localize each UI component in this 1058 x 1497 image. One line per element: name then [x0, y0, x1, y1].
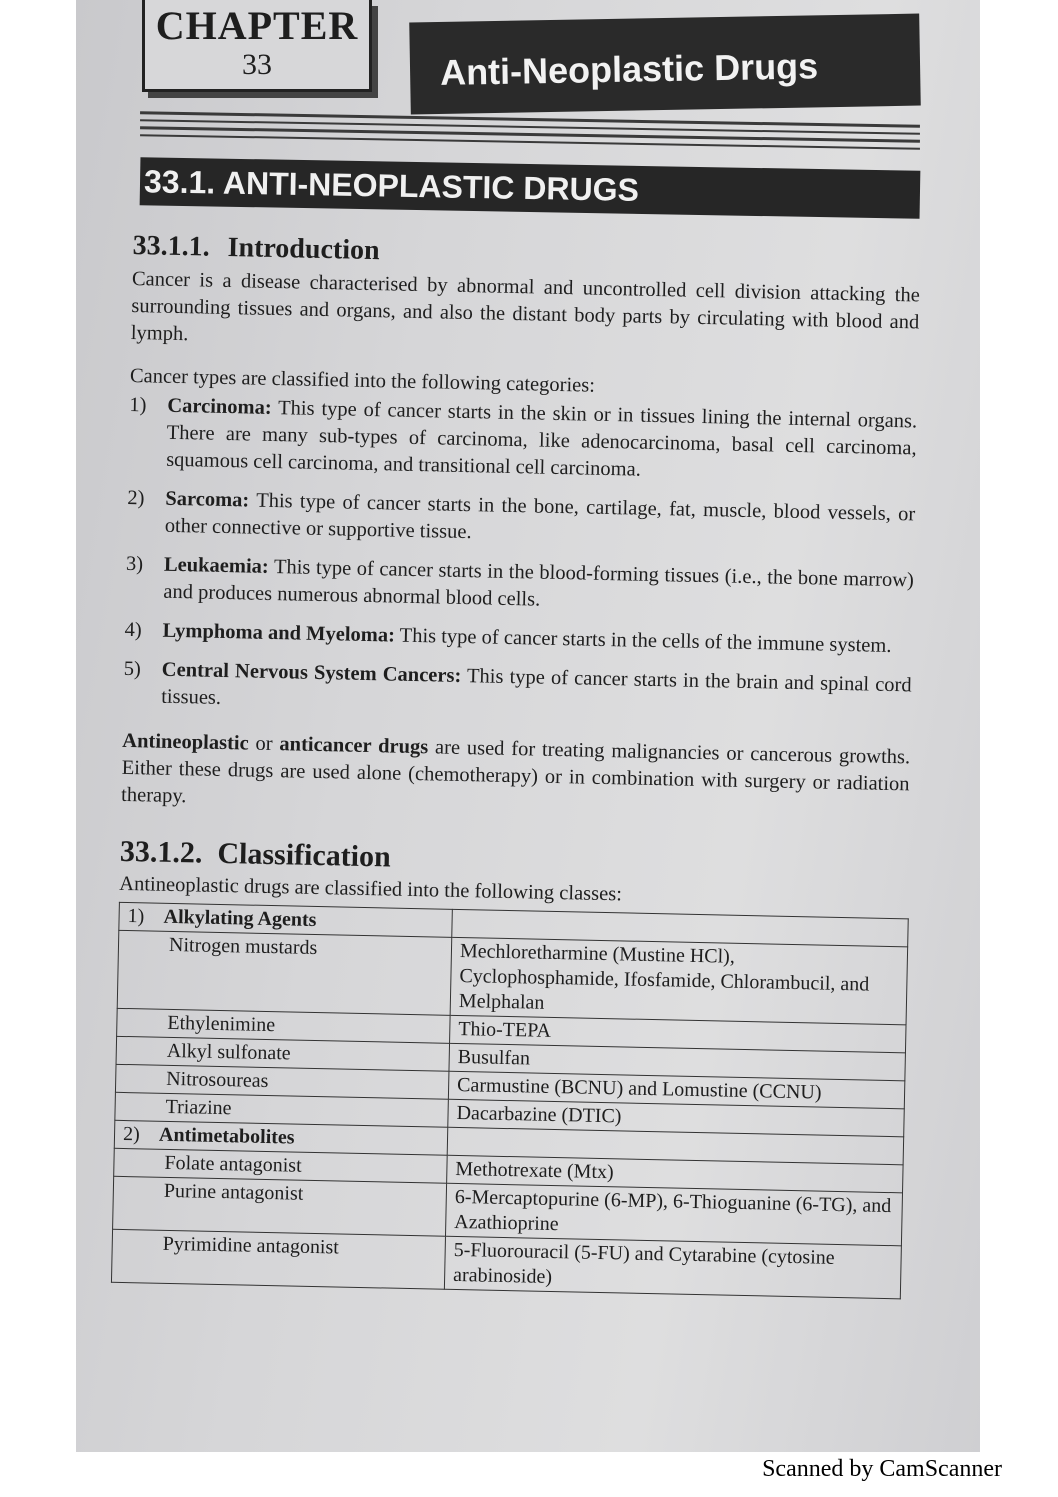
scanned-page: [76, 0, 980, 1452]
subclass-cell: Purine antagonist: [113, 1176, 447, 1236]
term-antineoplastic: Antineoplastic: [122, 729, 249, 755]
subclass-cell: Pyrimidine antagonist: [111, 1229, 445, 1289]
drugs-cell: Mechloretharmine (Mustine HCl), Cyclophosphamide, Ifosfamide, Chlorambucil, and Melphalan: [450, 937, 908, 1025]
closing-rest: are used for treating malignancies or cancerous growths. Either these drugs are used alone (chemotherapy) or in combination with surgery or radiation therapy.: [120, 736, 911, 808]
divider-rule: [140, 134, 920, 150]
scanner-watermark: Scanned by CamScanner: [762, 1456, 1002, 1482]
list-text: This type of cancer starts in the brain and spinal cord tissues.: [161, 664, 912, 709]
subclass-cell: Ethylenimine: [117, 1008, 451, 1043]
list-text: This type of cancer starts in the skin or in tissues lining the internal organs. There are many sub-types of carcinoma, like adenocarcinoma, basal cell carcinoma, squamous cell carcinoma, and transitional cell carcinoma.: [165, 396, 918, 481]
section-heading: 33.1. ANTI-NEOPLASTIC DRUGS: [140, 157, 921, 219]
drugs-cell: 6-Mercaptopurine (6-MP), 6-Thioguanine (6-TG), and Azathioprine: [445, 1183, 902, 1246]
list-term: Sarcoma:: [165, 487, 250, 512]
drugs-cell: Busulfan: [449, 1043, 905, 1081]
list-item: [127, 485, 916, 555]
subclass-cell: Nitrogen mustards: [117, 930, 452, 1015]
list-term: Carcinoma:: [167, 394, 272, 419]
drugs-cell: Methotrexate (Mtx): [447, 1155, 903, 1193]
list-term: Leukaemia:: [163, 553, 269, 578]
chapter-box: [142, 0, 372, 92]
list-index: 2): [127, 486, 145, 510]
classification-title: Classification: [217, 836, 392, 874]
classification-table: [111, 902, 909, 1299]
chapter-label: CHAPTER: [155, 3, 359, 48]
category-name: Antimetabolites: [158, 1123, 295, 1149]
subclass-cell: Triazine: [115, 1092, 449, 1127]
list-text: This type of cancer starts in the cells of the immune system.: [394, 624, 892, 657]
list-item: [128, 392, 918, 489]
closing-paragraph: [121, 728, 911, 825]
intro-paragraph: Cancer is a disease characterised by abnormal and uncontrolled cell division attacking the surrounding tissues and organs, and also the distant body parts by circulating with blood and lymph.: [130, 267, 921, 346]
category-number: 2): [122, 1122, 140, 1146]
category-number: 1): [127, 905, 145, 928]
list-term: Central Nervous System Cancers:: [161, 658, 462, 687]
chapter-number: 33: [242, 48, 272, 81]
closing-mid: or: [248, 732, 280, 756]
subclass-cell: Alkyl sulfonate: [116, 1036, 450, 1071]
list-item: [124, 617, 912, 660]
list-index: 5): [123, 657, 142, 681]
cancer-types-list: [123, 392, 917, 726]
list-text: This type of cancer starts in the blood-forming tissues (i.e., the bone marrow) and produces numerous abnormal blood cells.: [163, 555, 915, 611]
list-item: [125, 551, 914, 621]
list-index: 1): [129, 393, 147, 417]
subclass-cell: Folate antagonist: [114, 1148, 448, 1183]
classification-number: 33.1.2.: [119, 834, 203, 870]
list-term: Lymphoma and Myeloma:: [162, 619, 396, 647]
types-lead: Cancer types are classified into the following categories:: [129, 364, 596, 397]
term-anticancer: anticancer drugs: [279, 733, 429, 759]
drugs-cell: Dacarbazine (DTIC): [448, 1099, 904, 1137]
page-content: [111, 230, 921, 1299]
list-index: 4): [124, 618, 142, 642]
intro-title: Introduction: [227, 231, 380, 267]
category-name: Alkylating Agents: [163, 905, 317, 931]
classification-lead: Antineoplastic drugs are classified into the following classes:: [119, 872, 623, 906]
drugs-cell: Thio-TEPA: [450, 1015, 906, 1053]
list-text: This type of cancer starts in the bone, cartilage, fat, muscle, blood vessels, or other connective or supportive tissue.: [164, 489, 916, 544]
subclass-cell: Nitrosoureas: [115, 1064, 449, 1099]
chapter-title: Anti-Neoplastic Drugs: [409, 14, 921, 115]
drugs-cell: 5-Fluorouracil (5-FU) and Cytarabine (cytosine arabinoside): [444, 1236, 901, 1299]
list-index: 3): [125, 552, 144, 576]
intro-number: 33.1.1.: [132, 230, 210, 263]
drugs-cell: Carmustine (BCNU) and Lomustine (CCNU): [448, 1071, 904, 1109]
list-item: [123, 656, 912, 726]
